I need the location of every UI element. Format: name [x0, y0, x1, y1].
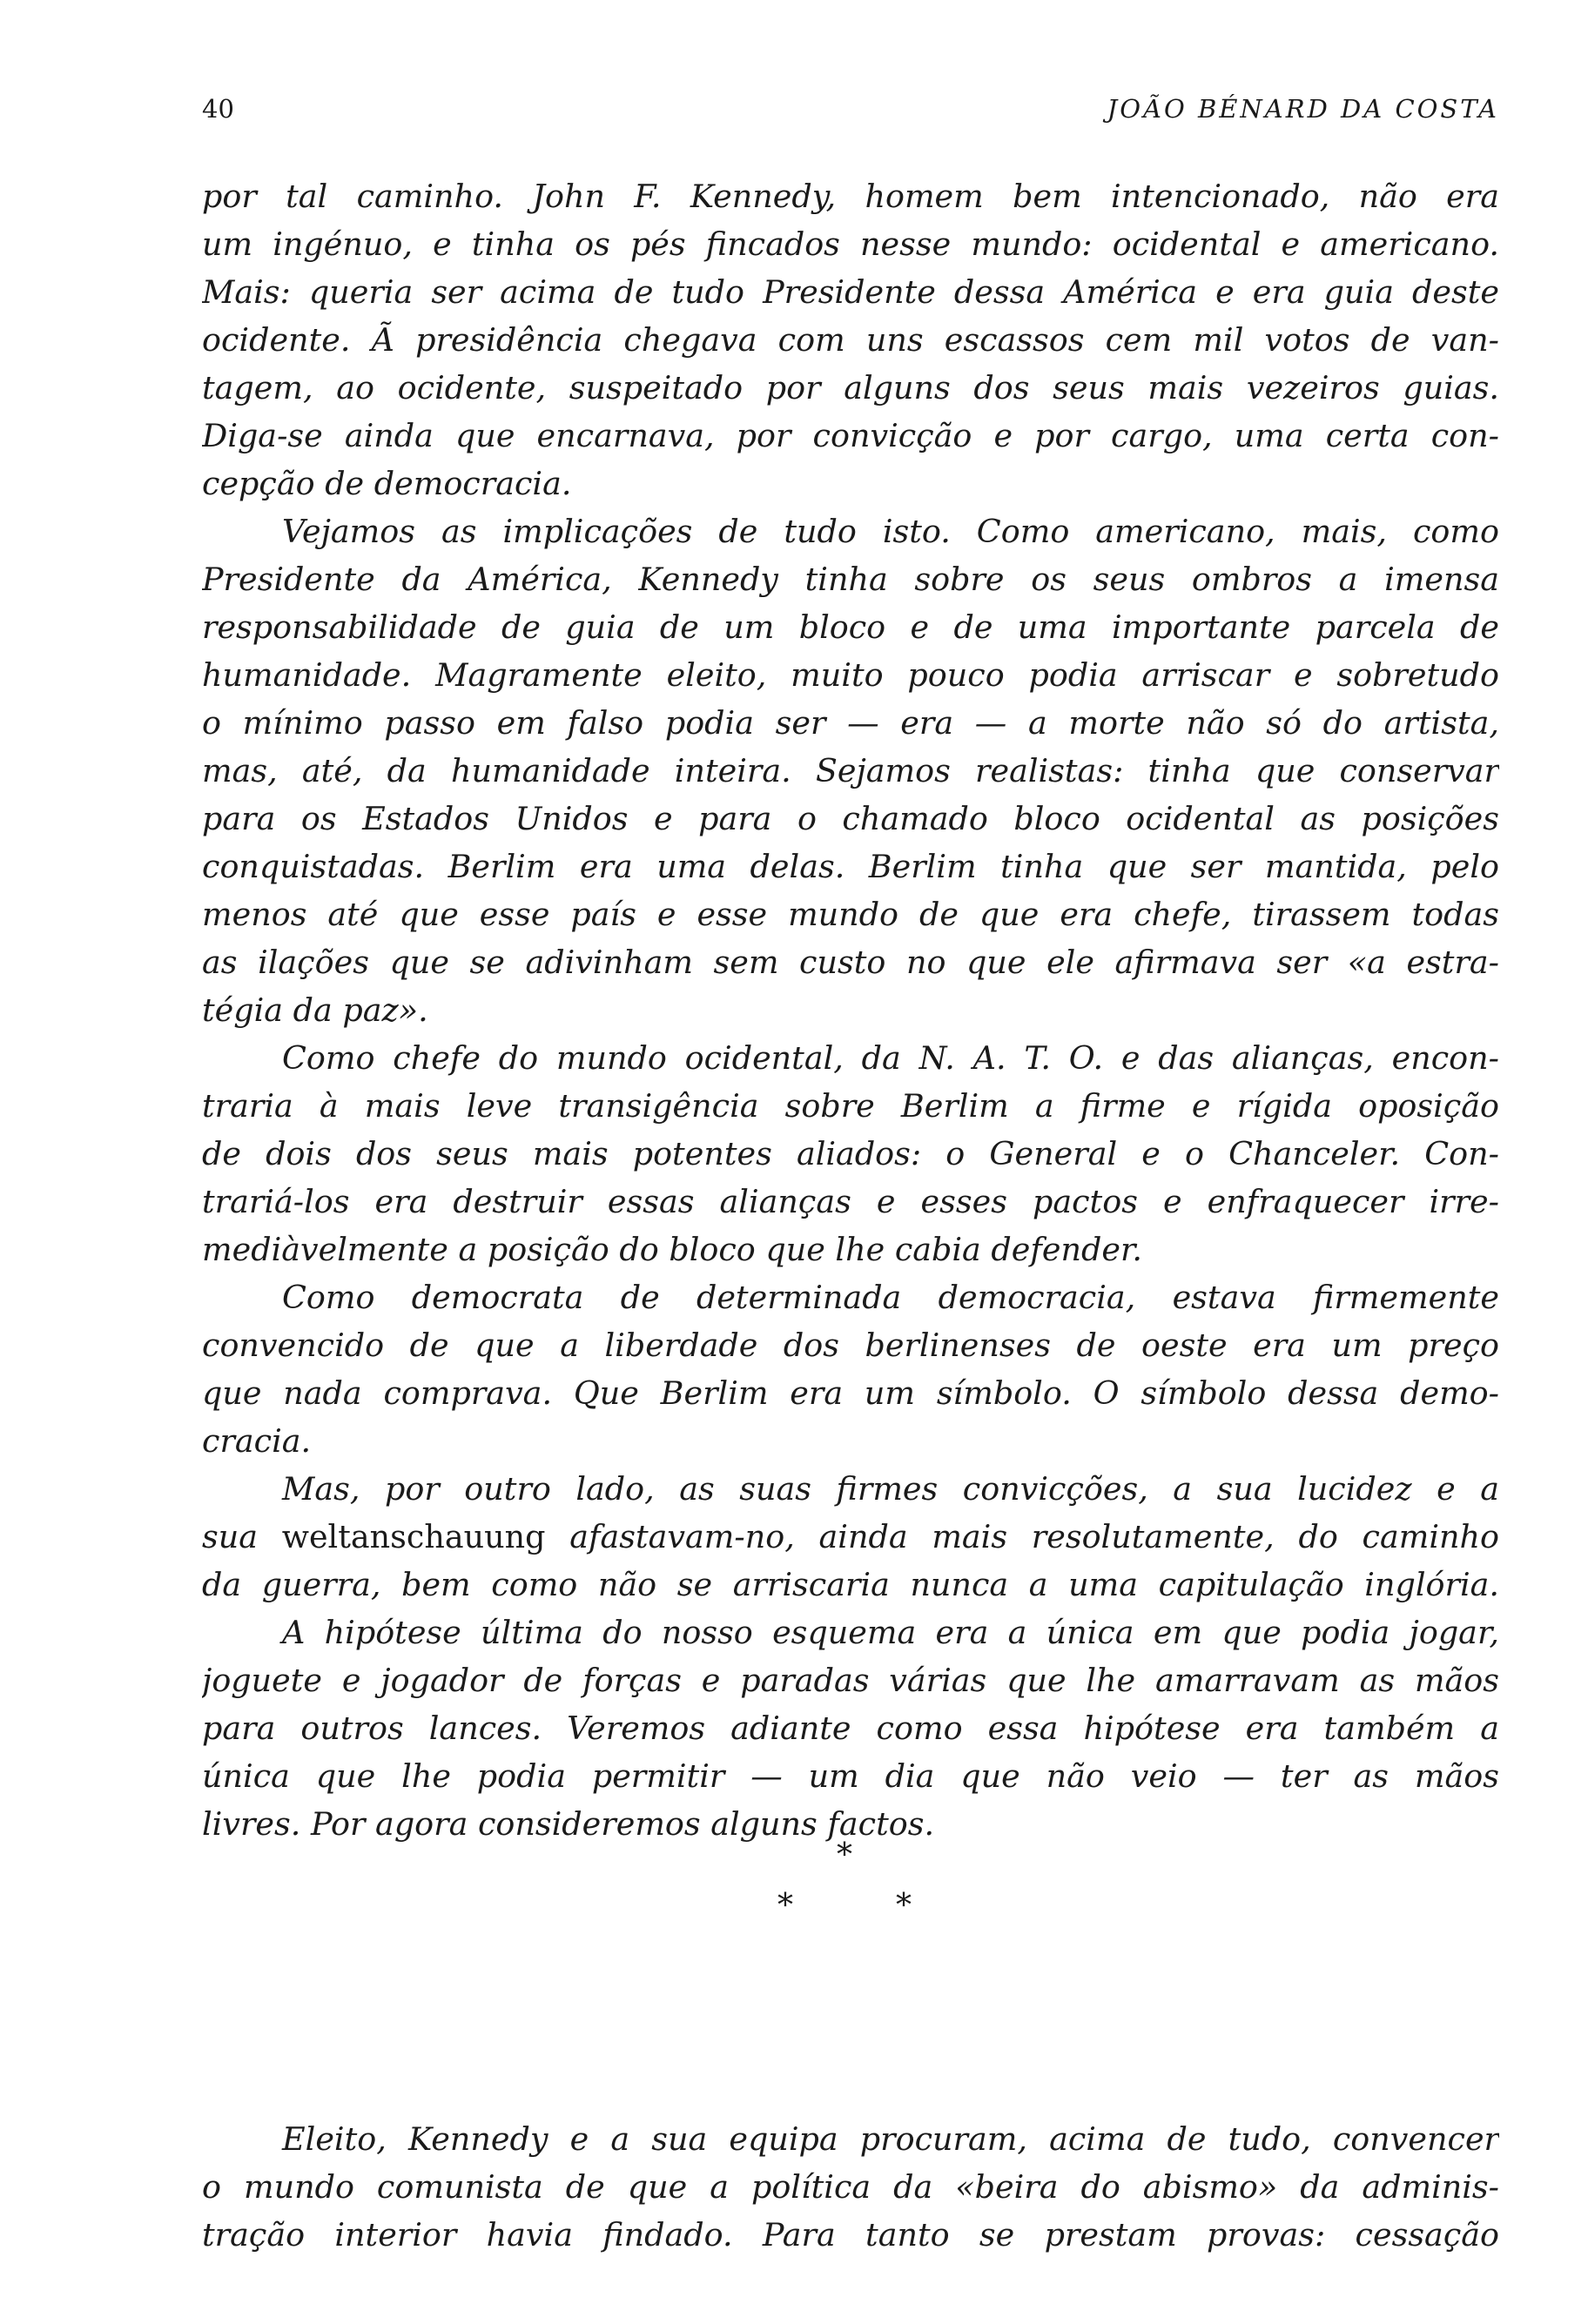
text-line: conquistadas. Berlim era uma delas. Berlim tinha que ser mantida, pelo — [202, 848, 1499, 885]
text-fragment: afastavam-no, ainda mais resolutamente, do caminho — [545, 1518, 1499, 1555]
text-line: que nada comprava. Que Berlim era um símbolo. O símbolo dessa demo- — [202, 1374, 1499, 1412]
text-line-mixed — [202, 1513, 1499, 1561]
main-text — [202, 172, 1499, 1848]
text-line: Presidente da América, Kennedy tinha sobre os seus ombros a imensa — [202, 561, 1499, 598]
text-line: para os Estados Unidos e para o chamado bloco ocidental as posições — [202, 800, 1499, 837]
text-line: tagem, ao ocidente, suspeitado por alguns dos seus mais vezeiros guias. — [202, 369, 1499, 406]
text-line: única que lhe podia permitir — um dia que não veio — ter as mãos — [202, 1757, 1499, 1795]
asterisk-ornament: * — [837, 1837, 852, 1873]
text-line: Como democrata de determinada democracia, estava firmemente — [282, 1279, 1499, 1316]
text-line: menos até que esse país e esse mundo de que era chefe, tirassem todas — [202, 896, 1499, 933]
text-line: Mas, por outro lado, as suas firmes convicções, a sua lucidez e a — [282, 1470, 1499, 1508]
text-line: mas, até, da humanidade inteira. Sejamos realistas: tinha que conservar — [202, 752, 1499, 789]
text-line: da guerra, bem como não se arriscaria nunca a uma capitulação inglória. — [202, 1566, 1499, 1603]
text-line: traria à mais leve transigência sobre Berlim a firme e rígida oposição — [202, 1087, 1499, 1125]
text-line: trariá-los era destruir essas alianças e esses pactos e enfraquecer irre- — [202, 1183, 1499, 1220]
text-line: tégia da paz». — [202, 991, 428, 1029]
text-line: ocidente. Ã presidência chegava com uns escassos cem mil votos de van- — [202, 321, 1499, 359]
text-line: Eleito, Kennedy e a sua equipa procuram, acima de tudo, convencer — [282, 2120, 1499, 2158]
text-line: o mínimo passo em falso podia ser — era — a morte não só do artista, — [202, 704, 1499, 742]
text-line: de dois dos seus mais potentes aliados: o General e o Chanceler. Con- — [202, 1135, 1499, 1172]
text-line: por tal caminho. John F. Kennedy, homem bem intencionado, não era — [202, 178, 1499, 215]
running-head — [202, 94, 1499, 129]
text-line: Vejamos as implicações de tudo isto. Como americano, mais, como — [282, 513, 1499, 550]
text-line: cracia. — [202, 1422, 312, 1460]
text-line: as ilações que se adivinham sem custo no que ele afirmava ser «a estra- — [202, 944, 1499, 981]
text-line: A hipótese última do nosso esquema era a única em que podia jogar, — [282, 1614, 1499, 1651]
text-fragment: sua — [202, 1518, 282, 1555]
text-line: Mais: queria ser acima de tudo Presidente dessa América e era guia deste — [202, 273, 1499, 311]
text-line: tração interior havia findado. Para tanto se prestam provas: cessação — [202, 2216, 1499, 2253]
text-line: joguete e jogador de forças e paradas várias que lhe amarravam as mãos — [202, 1662, 1499, 1699]
running-title: JOÃO BÉNARD DA COSTA — [1107, 94, 1499, 124]
text-line: o mundo comunista de que a política da «beira do abismo» da adminis- — [202, 2168, 1499, 2206]
text-line: para outros lances. Veremos adiante como essa hipótese era também a — [202, 1709, 1499, 1747]
asterisk-ornament: * — [896, 1888, 912, 1924]
text-line: livres. Por agora consideremos alguns factos. — [202, 1805, 935, 1843]
text-line: humanidade. Magramente eleito, muito pouco podia arriscar e sobretudo — [202, 656, 1499, 694]
asterisk-ornament: * — [777, 1888, 793, 1924]
section-text — [202, 2115, 1499, 2259]
text-line: responsabilidade de guia de um bloco e de uma importante parcela de — [202, 608, 1499, 646]
text-line: Como chefe do mundo ocidental, da N. A. T. O. e das alianças, encon- — [282, 1039, 1499, 1077]
page-number: 40 — [202, 94, 234, 124]
text-line: Diga-se ainda que encarnava, por convicção e por cargo, uma certa con- — [202, 417, 1499, 454]
text-line: cepção de democracia. — [202, 465, 572, 502]
text-line: um ingénuo, e tinha os pés fincados nesse mundo: ocidental e americano. — [202, 225, 1499, 263]
foreign-term: weltanschauung — [281, 1518, 546, 1555]
text-line: convencido de que a liberdade dos berlinenses de oeste era um preço — [202, 1327, 1499, 1364]
text-line: mediàvelmente a posição do bloco que lhe cabia defender. — [202, 1231, 1143, 1268]
